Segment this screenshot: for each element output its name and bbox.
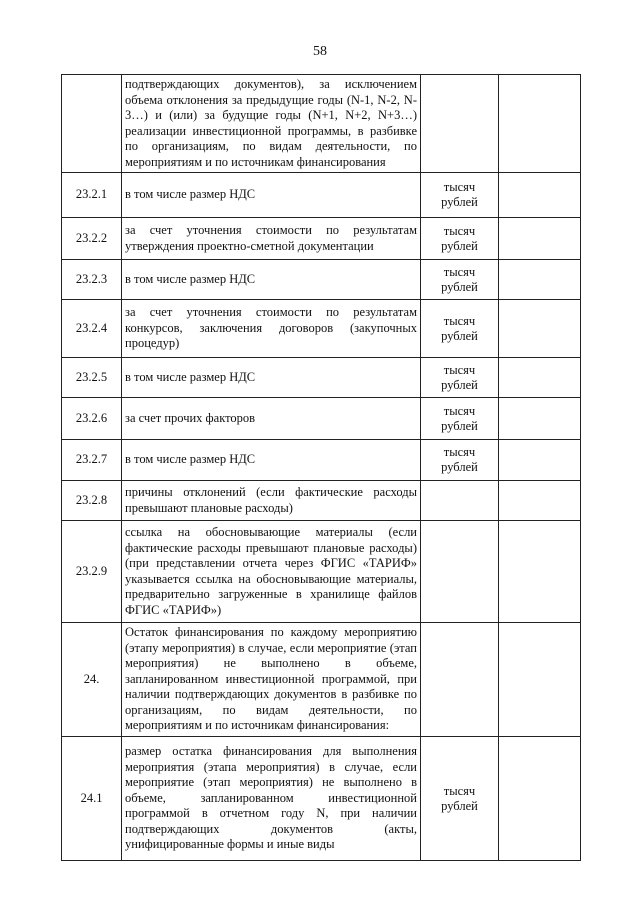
- row-description: размер остатка финансирования для выполнения мероприятия (этапа мероприятия) в случае, если мероприятие (этап мероприятия) не выполнено в объеме, запланированном инвестиционной программой в отчетном году N, при наличии подтверждающих документов (акты, унифицированные формы и иные виды: [122, 737, 421, 861]
- row-unit: тысяч рублей: [421, 260, 499, 300]
- row-description: в том числе размер НДС: [122, 260, 421, 300]
- row-description: в том числе размер НДС: [122, 440, 421, 481]
- row-unit: [421, 623, 499, 737]
- row-description: подтверждающих документов), за исключением объема отклонения за предыдущие годы (N-1, N-2, N-3…) и (или) за будущие годы (N+1, N+2, N+3…) реализации инвестиционной программы, в разбивке по организациям, по видам деятельности, по мероприятиям и по источникам финансирования: [122, 75, 421, 173]
- row-number: [62, 75, 122, 173]
- row-number: 24.1: [62, 737, 122, 861]
- row-unit: [421, 481, 499, 521]
- table-row: [62, 737, 581, 861]
- row-unit: [421, 75, 499, 173]
- row-description: ссылка на обосновывающие материалы (если фактические расходы превышают плановые расходы) (при представлении отчета через ФГИС «ТАРИФ» указывается ссылка на обосновывающие материалы, предварительно загруженные в хранилище файлов ФГИС «ТАРИФ»): [122, 521, 421, 623]
- row-number: 23.2.3: [62, 260, 122, 300]
- row-value-cell: [499, 737, 581, 861]
- row-value-cell: [499, 218, 581, 260]
- row-unit: [421, 521, 499, 623]
- row-value-cell: [499, 358, 581, 398]
- row-number: 23.2.4: [62, 300, 122, 358]
- row-unit: тысяч рублей: [421, 300, 499, 358]
- table-row: [62, 623, 581, 737]
- table-row: [62, 398, 581, 440]
- row-description: за счет прочих факторов: [122, 398, 421, 440]
- row-number: 23.2.5: [62, 358, 122, 398]
- row-number: 23.2.1: [62, 173, 122, 218]
- table-row: [62, 358, 581, 398]
- table-row: [62, 481, 581, 521]
- table-row: [62, 300, 581, 358]
- table-row: [62, 260, 581, 300]
- report-table: [61, 74, 581, 861]
- row-description: за счет уточнения стоимости по результатам конкурсов, заключения договоров (закупочных процедур): [122, 300, 421, 358]
- row-value-cell: [499, 440, 581, 481]
- table-row: [62, 440, 581, 481]
- row-value-cell: [499, 521, 581, 623]
- row-description: за счет уточнения стоимости по результатам утверждения проектно-сметной документации: [122, 218, 421, 260]
- row-value-cell: [499, 623, 581, 737]
- row-value-cell: [499, 398, 581, 440]
- table-row: [62, 521, 581, 623]
- row-unit: тысяч рублей: [421, 398, 499, 440]
- row-unit: тысяч рублей: [421, 440, 499, 481]
- row-value-cell: [499, 75, 581, 173]
- row-value-cell: [499, 300, 581, 358]
- row-unit: тысяч рублей: [421, 358, 499, 398]
- row-description: причины отклонений (если фактические расходы превышают плановые расходы): [122, 481, 421, 521]
- table-row: [62, 173, 581, 218]
- row-number: 23.2.2: [62, 218, 122, 260]
- row-number: 23.2.8: [62, 481, 122, 521]
- row-value-cell: [499, 173, 581, 218]
- row-unit: тысяч рублей: [421, 218, 499, 260]
- table-row: [62, 75, 581, 173]
- page-number: 58: [313, 44, 327, 59]
- table-row: [62, 218, 581, 260]
- row-description: Остаток финансирования по каждому мероприятию (этапу мероприятия) в случае, если мероприятие (этап мероприятия) не выполнено в объеме, запланированном инвестиционной программой, при наличии подтверждающих документов в разбивке по организациям, по видам деятельности, по мероприятиям и по источникам финансирования:: [122, 623, 421, 737]
- row-description: в том числе размер НДС: [122, 358, 421, 398]
- row-unit: тысяч рублей: [421, 173, 499, 218]
- row-number: 23.2.7: [62, 440, 122, 481]
- row-value-cell: [499, 481, 581, 521]
- row-number: 23.2.6: [62, 398, 122, 440]
- row-value-cell: [499, 260, 581, 300]
- row-description: в том числе размер НДС: [122, 173, 421, 218]
- row-unit: тысяч рублей: [421, 737, 499, 861]
- row-number: 23.2.9: [62, 521, 122, 623]
- row-number: 24.: [62, 623, 122, 737]
